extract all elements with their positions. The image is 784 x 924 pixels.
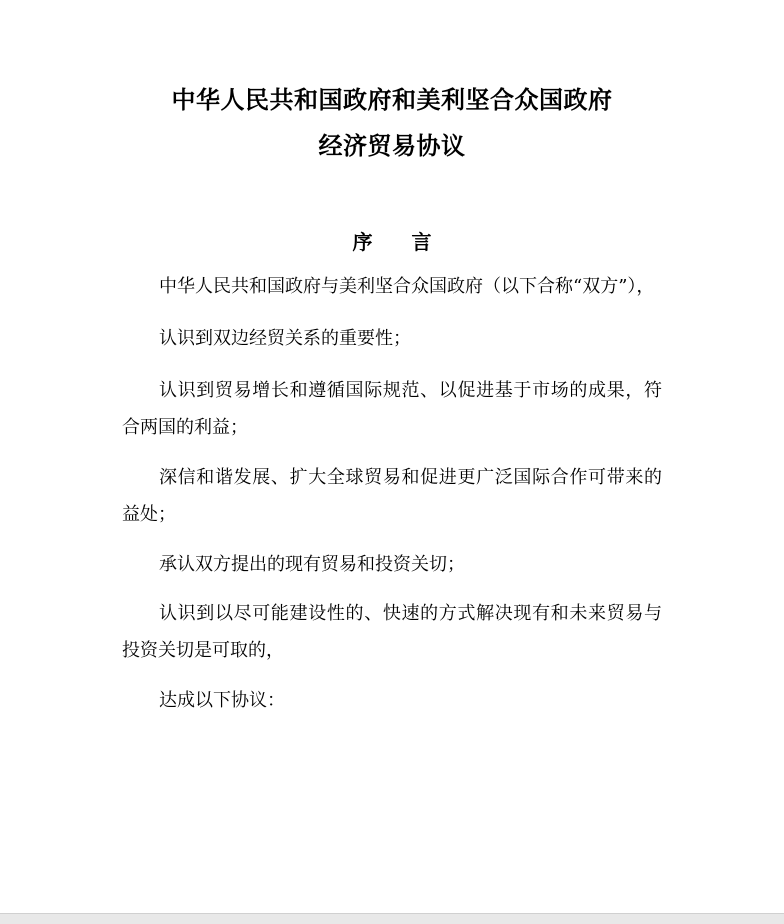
preamble-paragraph: 中华人民共和国政府与美利坚合众国政府（以下合称“双方”）， [159, 276, 655, 297]
preamble-paragraph: 达成以下协议： [159, 690, 285, 711]
preamble-paragraph: 认识到贸易增长和遵循国际规范、以促进基于市场的成果，符合两国的利益； [122, 380, 662, 438]
preamble-paragraph: 承认双方提出的现有贸易和投资关切； [159, 554, 465, 575]
section-heading-preamble: 序 言 [352, 230, 448, 254]
document-title-line-2: 经济贸易协议 [318, 132, 466, 160]
document-title-line-1: 中华人民共和国政府和美利坚合众国政府 [171, 86, 613, 114]
preamble-paragraph: 认识到双边经贸关系的重要性； [159, 328, 411, 349]
preamble-paragraph: 认识到以尽可能建设性的、快速的方式解决现有和未来贸易与投资关切是可取的， [122, 603, 662, 661]
page-bottom-edge [0, 913, 784, 924]
preamble-paragraph: 深信和谐发展、扩大全球贸易和促进更广泛国际合作可带来的益处； [122, 467, 662, 525]
